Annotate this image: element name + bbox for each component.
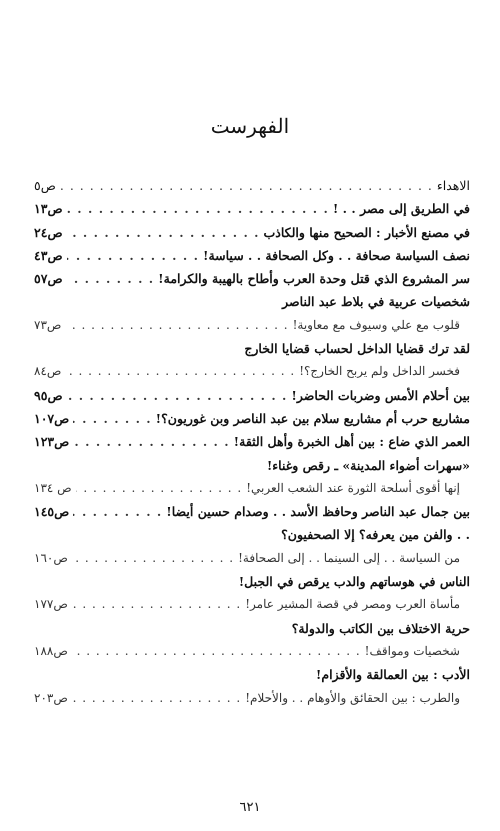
toc-entry <box>34 360 470 383</box>
toc-entry <box>34 547 470 570</box>
toc-entry-page: ص٢٠٣ <box>34 690 68 705</box>
toc-entry <box>34 267 470 290</box>
toc-entry-title: نصف السياسة صحافة . . وكل الصحافة . . سياسة! <box>202 247 470 263</box>
toc-entry-page: ص١٢٣ <box>34 434 70 450</box>
dot-leader <box>73 407 151 430</box>
toc-entry-page: ص٨٤ <box>34 364 62 379</box>
toc-entry-title: والطرب : بين الحقائق والأوهام . . والأحلام! <box>245 690 460 705</box>
toc-entry-page: ص١٠٧ <box>34 410 70 426</box>
toc-entry <box>34 617 470 640</box>
dot-leader <box>76 477 243 500</box>
toc-entry-title: . . والفن مين يعرفه؟ إلا الصحفيون؟ <box>281 527 470 543</box>
toc-entry <box>34 221 470 244</box>
toc-entry-title: في الطريق إلى مصر . . ! <box>332 201 470 217</box>
toc-entry-page: ص٧٣ <box>34 317 62 332</box>
dot-leader <box>72 593 241 616</box>
dot-leader <box>67 197 329 220</box>
dot-leader <box>65 360 295 383</box>
toc-entry <box>34 570 470 593</box>
dot-leader <box>67 244 199 267</box>
toc-entry-title: لقد ترك قضايا الداخل لحساب قضايا الخارج <box>244 341 470 357</box>
toc-entry <box>34 454 470 477</box>
toc-entry-title: من السياسة . . إلى السينما . . إلى الصحافة! <box>238 550 460 565</box>
toc-entry-title: مشاريع حرب أم مشاريع سلام بين عبد الناصر وبن غوريون؟! <box>155 410 470 426</box>
toc-entry-title: فخسر الداخل ولم يربح الخارج؟! <box>299 364 460 379</box>
toc-entry-page: ص١٦٠ <box>34 550 68 565</box>
toc-entry <box>34 523 470 546</box>
dot-leader <box>72 687 241 710</box>
toc-entry-page: ص١٨٨ <box>34 643 68 658</box>
table-of-contents <box>34 174 470 710</box>
toc-entry-page: ص٥٧ <box>34 271 63 287</box>
toc-entry-title: مأساة العرب ومصر في قصة المشير عامر! <box>245 597 460 612</box>
dot-leader <box>65 314 288 337</box>
toc-entry-title: بين جمال عبد الناصر وحافظ الأسد . . وصدام حسين أيضا! <box>166 504 470 520</box>
toc-entry <box>34 290 470 313</box>
toc-entry-title: شخصيات عربية في بلاط عبد الناصر <box>282 294 470 310</box>
toc-entry-page: ص١٣ <box>34 201 63 217</box>
toc-entry <box>34 687 470 710</box>
toc-entry <box>34 337 470 360</box>
toc-entry <box>34 640 470 663</box>
toc-entry <box>34 430 470 453</box>
toc-entry-title: قلوب مع علي وسيوف مع معاوية! <box>292 317 460 332</box>
toc-entry-title: في مصنع الأخبار : الصحيح منها والكاذب <box>263 224 470 240</box>
toc-entry-title: الناس في هوساتهم والدب يرقص في الجبل! <box>238 574 470 590</box>
toc-entry-page: ص٥ <box>34 178 56 193</box>
toc-entry <box>34 244 470 267</box>
dot-leader <box>60 174 433 197</box>
toc-entry <box>34 174 470 197</box>
dot-leader <box>67 384 288 407</box>
toc-entry-title: الاهداء <box>436 178 470 193</box>
toc-entry <box>34 407 470 430</box>
toc-entry-title: حرية الاختلاف بين الكاتب والدولة؟ <box>291 620 470 636</box>
toc-entry-page: ص١٤٥ <box>34 504 70 520</box>
dot-leader <box>67 221 260 244</box>
dot-leader <box>72 640 361 663</box>
toc-entry-title: الأدب : بين العمالقة والأقزام! <box>315 667 470 683</box>
dot-leader <box>67 267 155 290</box>
toc-entry <box>34 593 470 616</box>
toc-entry-title: «سهرات أضواء المدينة» ـ رقص وغناء! <box>266 457 470 473</box>
toc-entry <box>34 384 470 407</box>
toc-entry-page: ص٩٥ <box>34 387 63 403</box>
toc-entry-page: ص٤٣ <box>34 247 63 263</box>
toc-entry-title: العمر الذي ضاع : بين أهل الخبرة وأهل الثقة! <box>233 434 470 450</box>
toc-entry-page: ص٢٤ <box>34 224 63 240</box>
toc-entry-title: شخصيات ومواقف! <box>364 643 460 658</box>
toc-entry <box>34 663 470 686</box>
toc-entry-title: إنها أقوى أسلحة الثورة عند الشعب العربي! <box>246 480 460 495</box>
page-title: الفهرست <box>210 114 290 138</box>
toc-entry <box>34 477 470 500</box>
dot-leader <box>73 500 162 523</box>
page-number: ٦٢١ <box>239 800 261 815</box>
dot-leader <box>72 547 234 570</box>
toc-entry-title: سر المشروع الذي قتل وحدة العرب وأطاح بالهيبة والكرامة! <box>158 271 470 287</box>
dot-leader <box>73 430 229 453</box>
toc-entry <box>34 314 470 337</box>
toc-entry-title: بين أحلام الأمس وضربات الحاضر! <box>291 387 470 403</box>
toc-entry <box>34 197 470 220</box>
toc-entry-page: ص١٧٧ <box>34 597 68 612</box>
toc-entry-page: ص ١٣٤ <box>34 480 72 495</box>
toc-entry <box>34 500 470 523</box>
